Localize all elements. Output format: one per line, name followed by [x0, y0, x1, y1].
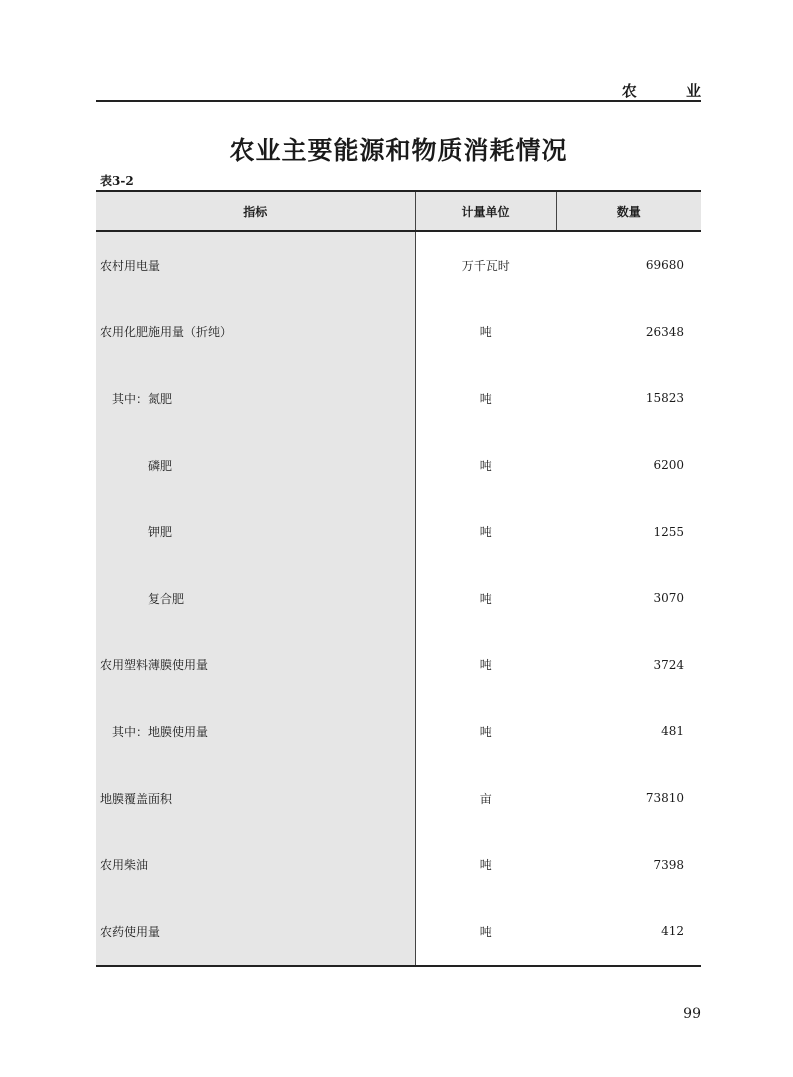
row-unit: 万千瓦时: [461, 258, 510, 273]
table-row: [96, 698, 701, 765]
row-value: 69680: [645, 258, 684, 273]
table-row: [96, 231, 701, 299]
table-row: [96, 632, 701, 699]
row-indicator: 磷肥: [96, 432, 415, 499]
row-value: 15823: [645, 391, 684, 406]
table-header-row: [96, 191, 701, 231]
row-indicator: 农用塑料薄膜使用量: [96, 632, 415, 699]
row-unit: 吨: [479, 391, 492, 406]
row-value: 481: [661, 724, 684, 739]
row-unit: 吨: [479, 724, 492, 739]
table-row: [96, 898, 701, 966]
table-row: [96, 831, 701, 898]
table-row: [96, 365, 701, 432]
header-rule: [96, 100, 701, 102]
row-unit: 吨: [479, 591, 492, 606]
page-number: 99: [683, 1006, 701, 1022]
row-indicator: 农村用电量: [96, 231, 415, 299]
row-value: 3070: [653, 591, 684, 606]
row-value: 6200: [653, 458, 684, 473]
row-indicator: 农用柴油: [96, 831, 415, 898]
row-value: 1255: [653, 524, 684, 539]
row-indicator: 农药使用量: [96, 898, 415, 966]
column-header-quantity: 数量: [556, 191, 701, 231]
column-header-unit: 计量单位: [415, 191, 556, 231]
row-indicator: 其中：地膜使用量: [96, 698, 415, 765]
page-title: 农业主要能源和物质消耗情况: [229, 136, 568, 165]
table-row: [96, 299, 701, 366]
row-unit: 吨: [479, 525, 492, 540]
section-header: 农 业: [621, 82, 723, 100]
row-value: 26348: [645, 324, 684, 339]
data-table: [96, 190, 701, 967]
row-indicator: 复合肥: [96, 565, 415, 632]
row-unit: 吨: [479, 325, 492, 340]
column-header-indicator: 指标: [96, 191, 415, 231]
row-unit: 吨: [479, 858, 492, 873]
row-value: 73810: [645, 791, 684, 806]
row-value: 7398: [653, 857, 684, 872]
table-row: [96, 498, 701, 565]
row-unit: 吨: [415, 898, 556, 966]
row-indicator: 农用化肥施用量（折纯）: [96, 299, 415, 366]
row-unit: 吨: [479, 458, 492, 473]
table-row: [96, 432, 701, 499]
row-unit: 吨: [479, 658, 492, 673]
table-row: [96, 765, 701, 832]
row-unit: 亩: [479, 791, 492, 806]
table-row: [96, 565, 701, 632]
row-indicator: 钾肥: [96, 498, 415, 565]
row-indicator: 其中：氮肥: [96, 365, 415, 432]
row-indicator: 地膜覆盖面积: [96, 765, 415, 832]
row-value: 412: [556, 898, 701, 966]
row-value: 3724: [653, 657, 684, 672]
table-code: 表3-2: [100, 174, 134, 188]
